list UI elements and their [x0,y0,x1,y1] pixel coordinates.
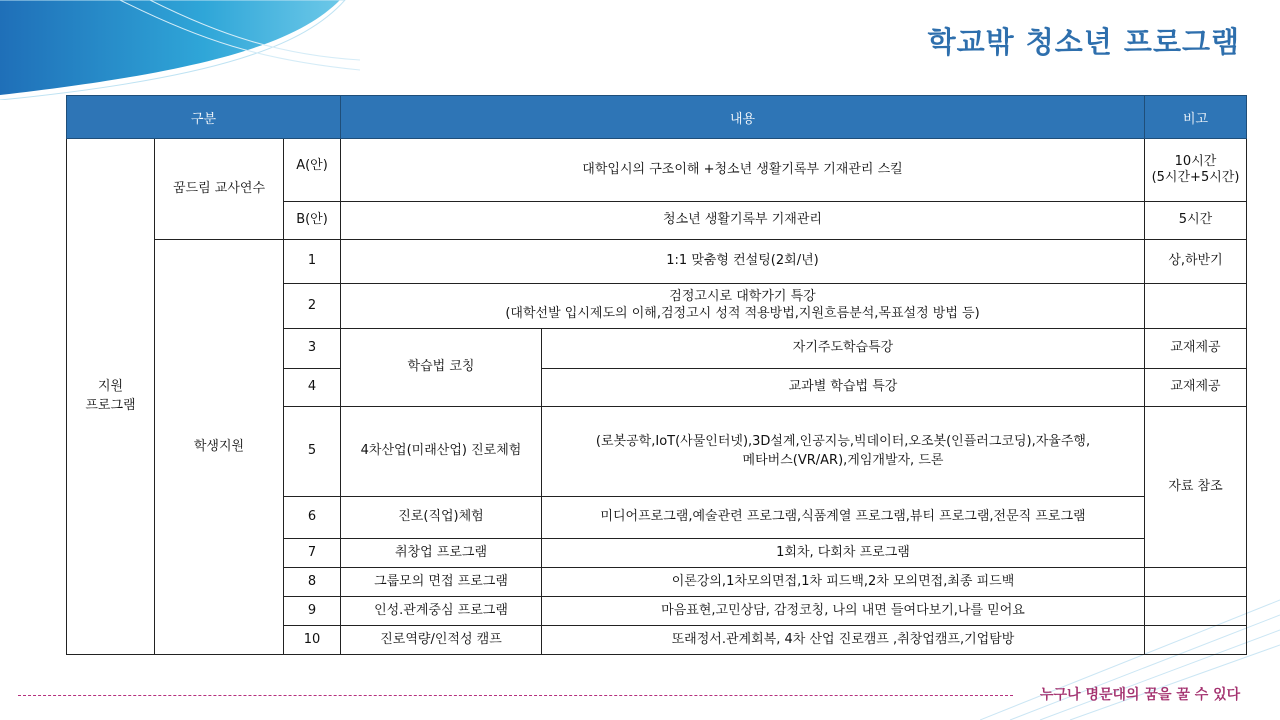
content-cell: 청소년 생활기록부 기재관리 [341,202,1145,240]
row-number: 7 [284,539,341,568]
content-cell: 미디어프로그램,예술관련 프로그램,식품계열 프로그램,뷰티 프로그램,전문직 프로그램 [542,497,1145,539]
student-support-label: 학생지원 [155,240,284,655]
note-cell [1145,597,1247,626]
content-cell: 또래정서.관계회복, 4차 산업 진로캠프 ,취창업캠프,기업탐방 [542,626,1145,655]
row-number: 3 [284,329,341,369]
program-cell: 학습법 코칭 [341,329,542,407]
footer-divider [18,695,1013,696]
table-row [67,139,1247,202]
content-cell: 교과별 학습법 특강 [542,369,1145,407]
note-cell: 10시간 (5시간+5시간) [1145,139,1247,202]
teacher-training-label: 꿈드림 교사연수 [155,139,284,240]
row-number: 2 [284,284,341,329]
page-title: 학교밖 청소년 프로그램 [927,25,1240,59]
program-cell: 인성.관계중심 프로그램 [341,597,542,626]
footer-slogan: 누구나 명문대의 꿈을 꿀 수 있다 [1040,687,1241,703]
header-category: 구분 [67,96,341,139]
program-table [66,95,1247,655]
note-cell [1145,568,1247,597]
content-cell: 1회차, 다회차 프로그램 [542,539,1145,568]
header-note: 비고 [1145,96,1247,139]
option-cell: A(안) [284,139,341,202]
table-row [67,240,1247,284]
row-number: 5 [284,407,341,497]
row-number: 6 [284,497,341,539]
note-cell [1145,284,1247,329]
row-number: 10 [284,626,341,655]
content-cell: 검정고시로 대학가기 특강 (대학선발 입시제도의 이해,검정고시 성적 적용방법,지원흐름분석,목표설정 방법 등) [341,284,1145,329]
program-cell: 취창업 프로그램 [341,539,542,568]
top-left-wave-decoration [0,0,360,100]
row-number: 9 [284,597,341,626]
content-cell: 이론강의,1차모의면접,1차 피드백,2차 모의면접,최종 피드백 [542,568,1145,597]
group-label: 지원 프로그램 [67,139,155,655]
row-number: 4 [284,369,341,407]
note-cell: 교재제공 [1145,329,1247,369]
header-content: 내용 [341,96,1145,139]
note-cell: 교재제공 [1145,369,1247,407]
program-cell: 진로역량/인적성 캠프 [341,626,542,655]
note-cell: 자료 참조 [1145,407,1247,568]
content-cell: 1:1 맞춤형 컨설팅(2회/년) [341,240,1145,284]
program-cell: 그룹모의 면접 프로그램 [341,568,542,597]
note-cell [1145,626,1247,655]
row-number: 1 [284,240,341,284]
table-header-row [67,96,1247,139]
content-cell: 대학입시의 구조이해 +청소년 생활기록부 기재관리 스킬 [341,139,1145,202]
note-cell: 5시간 [1145,202,1247,240]
content-cell: 자기주도학습특강 [542,329,1145,369]
row-number: 8 [284,568,341,597]
note-cell: 상,하반기 [1145,240,1247,284]
program-cell: 4차산업(미래산업) 진로체험 [341,407,542,497]
content-cell: 마음표현,고민상담, 감정코칭, 나의 내면 들여다보기,나를 믿어요 [542,597,1145,626]
content-cell: (로봇공학,IoT(사물인터넷),3D설계,인공지능,빅데이터,오조봇(인플러그코딩),자율주행, 메타버스(VR/AR),게임개발자, 드론 [542,407,1145,497]
option-cell: B(안) [284,202,341,240]
program-cell: 진로(직업)체험 [341,497,542,539]
